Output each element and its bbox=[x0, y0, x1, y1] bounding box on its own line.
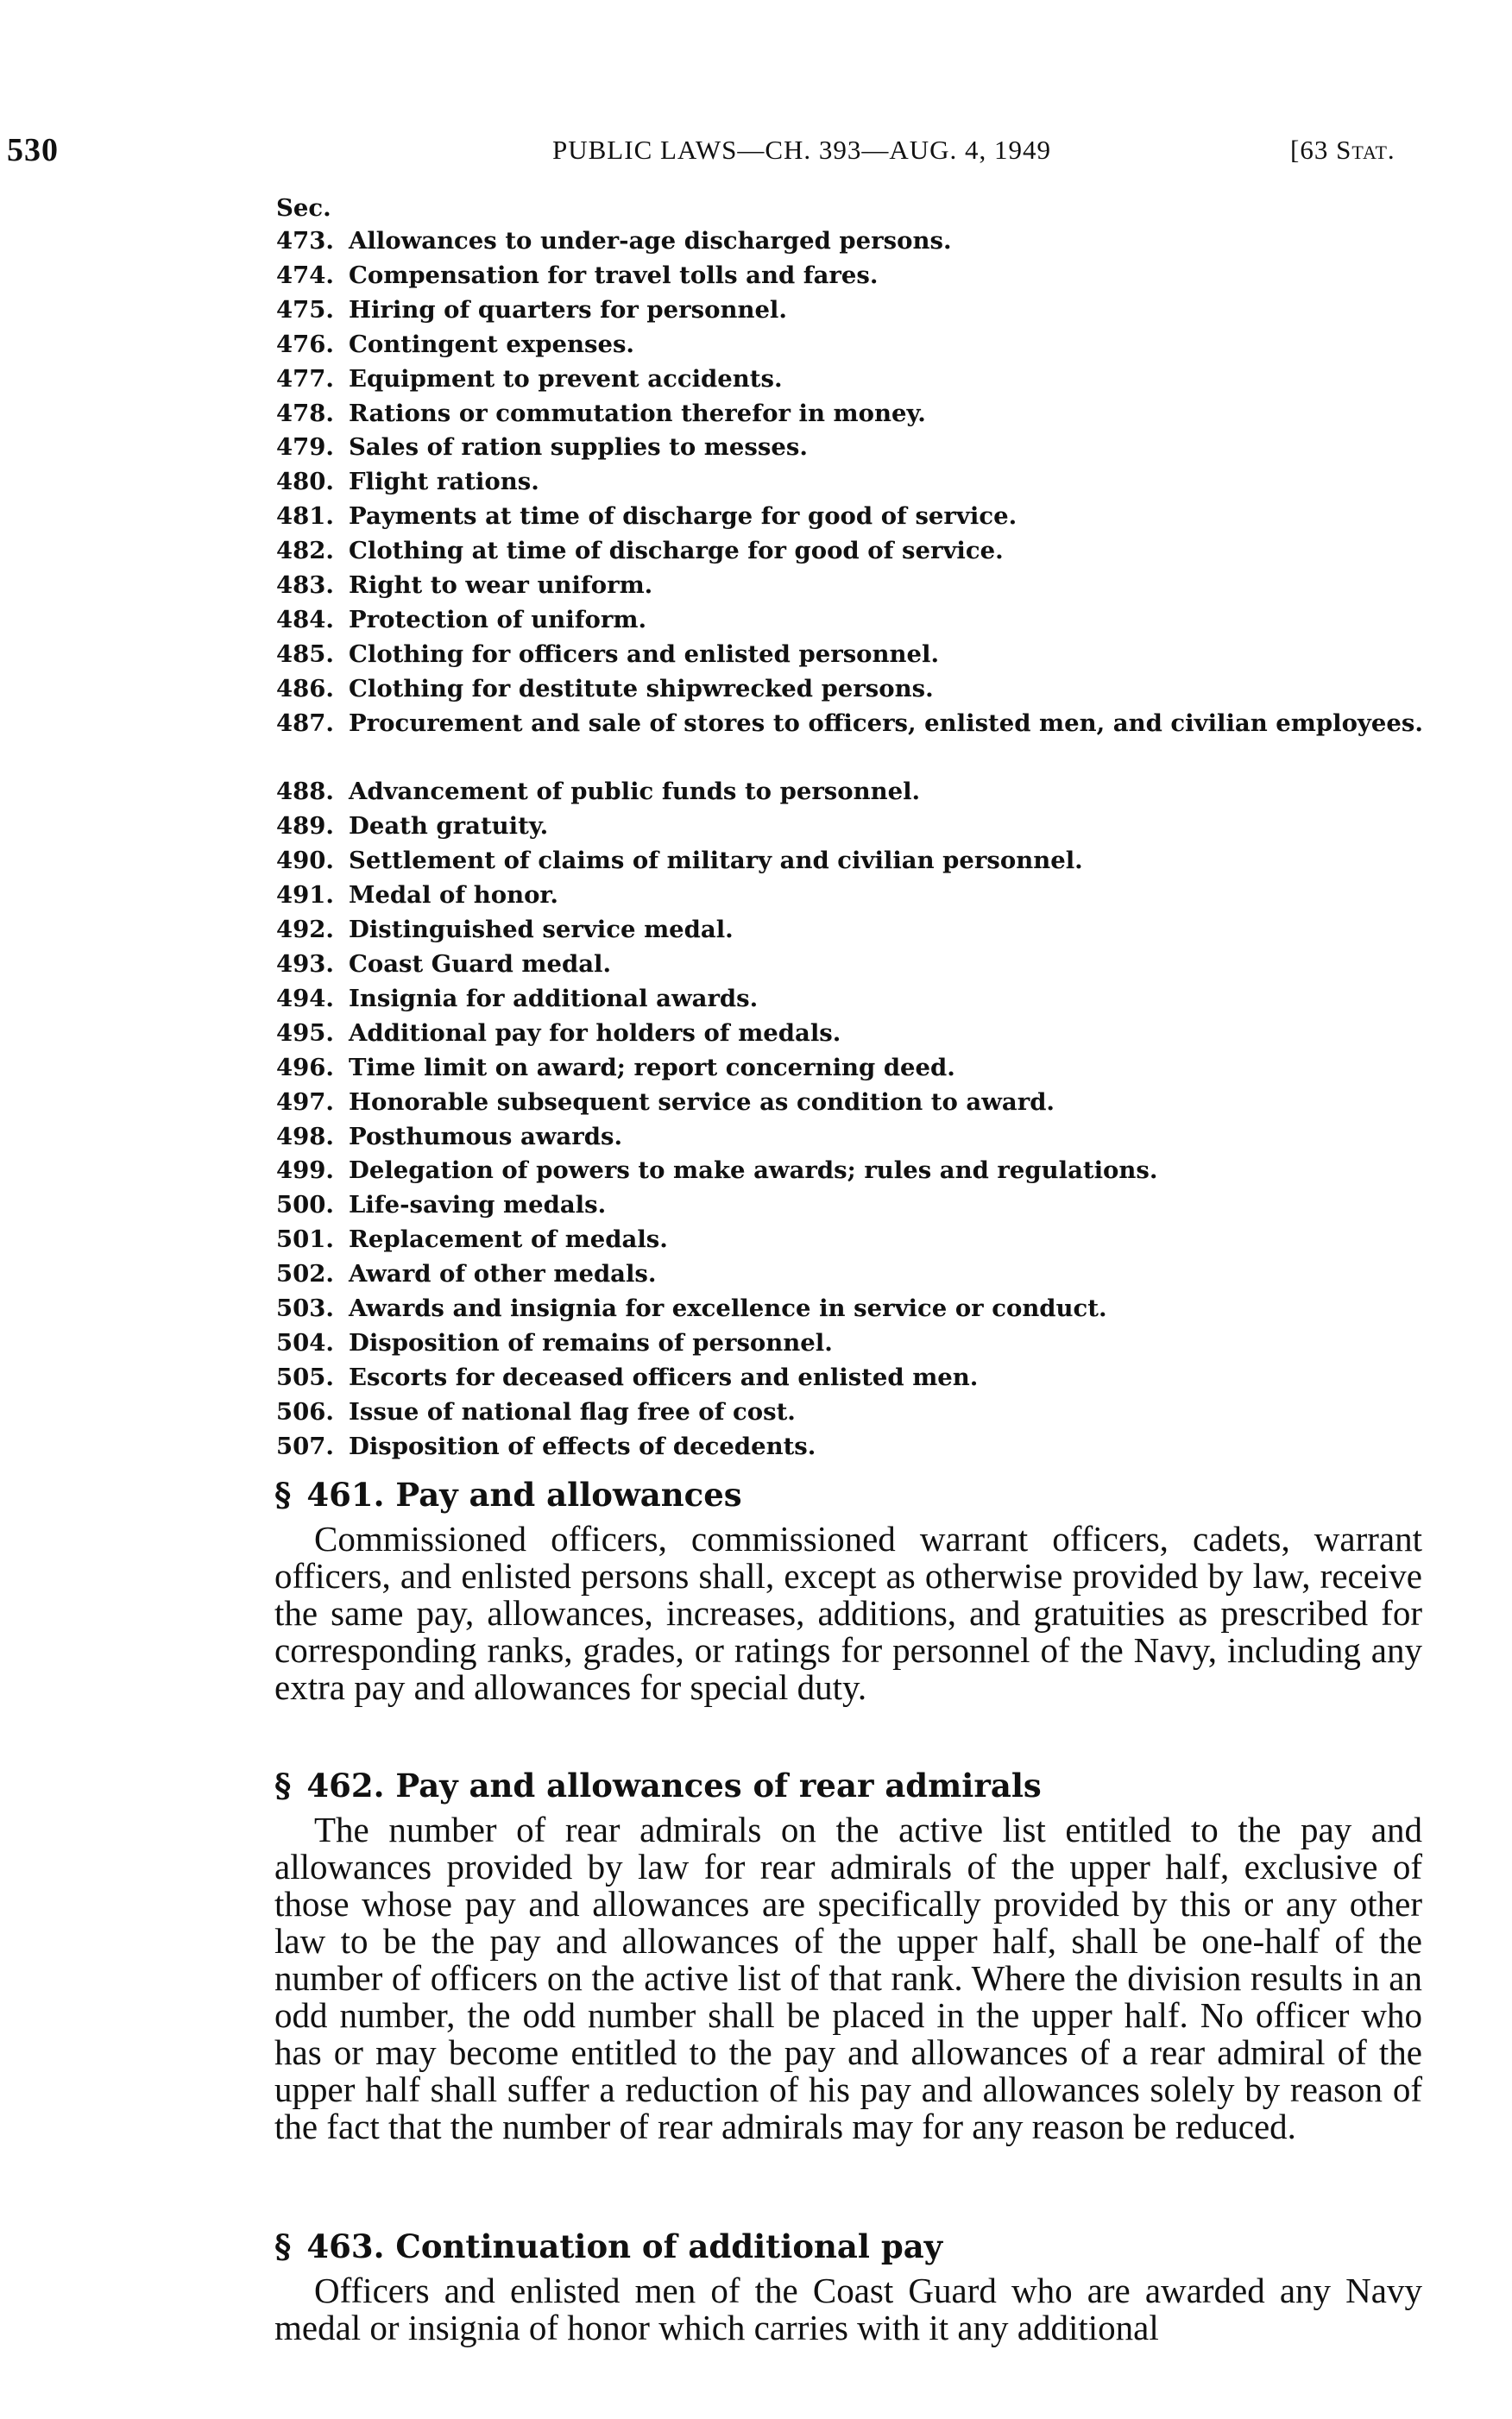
toc-entry bbox=[276, 1430, 1433, 1465]
toc-entry-title: Disposition of remains of personnel. bbox=[349, 1328, 833, 1357]
toc-entry-number: 499. bbox=[276, 1156, 334, 1185]
toc-entry-number: 490. bbox=[276, 847, 334, 875]
toc-entry-title: Escorts for deceased officers and enlisted men. bbox=[349, 1363, 979, 1391]
toc-entry bbox=[276, 1086, 1433, 1120]
toc-entry-number: 492. bbox=[276, 916, 334, 944]
section-body: Officers and enlisted men of the Coast Guard who are awarded any Navy medal or insignia of honor which carries with it any additional bbox=[274, 2271, 1422, 2347]
toc-entry-title: Protection of uniform. bbox=[349, 605, 647, 633]
toc-entry-title: Procurement and sale of stores to officers, enlisted men, and civilian employees. bbox=[349, 709, 1423, 737]
toc-entry bbox=[276, 672, 1433, 707]
toc-entry-title: Death gratuity. bbox=[349, 812, 549, 841]
toc-entry bbox=[276, 1154, 1433, 1188]
toc-entry-title: Hiring of quarters for personnel. bbox=[349, 295, 787, 324]
toc-entry-number: 502. bbox=[276, 1260, 334, 1288]
toc-entry-title: Settlement of claims of military and civilian personnel. bbox=[349, 847, 1083, 875]
toc-entry bbox=[276, 1051, 1433, 1086]
statute-reference-label: Stat. bbox=[1336, 135, 1395, 165]
toc-entry bbox=[276, 707, 1433, 776]
toc-entry-title: Coast Guard medal. bbox=[349, 950, 612, 979]
toc-entry bbox=[276, 809, 1433, 844]
section-title: Pay and allowances of rear admirals bbox=[395, 1767, 1042, 1805]
toc-entry-title: Payments at time of discharge for good of service. bbox=[349, 502, 1017, 531]
toc-entry-title: Compensation for travel tolls and fares. bbox=[349, 261, 879, 289]
toc-entry bbox=[276, 569, 1433, 603]
toc-entry-title: Issue of national flag free of cost. bbox=[349, 1397, 796, 1426]
toc-entry-number: 485. bbox=[276, 639, 334, 668]
toc-entry-number: 507. bbox=[276, 1432, 334, 1460]
toc-entry bbox=[276, 603, 1433, 638]
toc-entry-title: Disposition of effects of decedents. bbox=[349, 1432, 816, 1460]
toc-entry bbox=[276, 1326, 1433, 1361]
section-symbol: § bbox=[274, 1767, 292, 1805]
toc-entry bbox=[276, 775, 1433, 809]
toc-entry bbox=[276, 1188, 1433, 1223]
page-number: 530 bbox=[7, 132, 59, 168]
section-symbol: § bbox=[274, 1476, 292, 1514]
toc-entry-title: Clothing at time of discharge for good of service. bbox=[349, 537, 1004, 565]
toc-entry-number: 476. bbox=[276, 330, 334, 358]
toc-entry-title: Advancement of public funds to personnel. bbox=[349, 778, 921, 806]
toc-entry-title: Right to wear uniform. bbox=[349, 571, 653, 600]
toc-entry-number: 501. bbox=[276, 1225, 334, 1254]
section-symbol: § bbox=[274, 2227, 292, 2265]
toc-entry-number: 483. bbox=[276, 571, 334, 600]
section-number: 461. bbox=[306, 1476, 385, 1514]
running-head: PUBLIC LAWS—CH. 393—AUG. 4, 1949 bbox=[552, 135, 1052, 165]
toc-entry-number: 491. bbox=[276, 881, 334, 910]
toc-entry-number: 493. bbox=[276, 950, 334, 979]
toc-entry-title: Honorable subsequent service as condition to award. bbox=[349, 1087, 1055, 1116]
toc-entry bbox=[276, 293, 1433, 328]
toc-entry-title: Clothing for officers and enlisted personnel. bbox=[349, 639, 940, 668]
toc-entry bbox=[276, 844, 1433, 879]
toc-entry-number: 478. bbox=[276, 399, 334, 427]
section-463 bbox=[274, 2227, 1422, 2347]
toc-entry-number: 489. bbox=[276, 812, 334, 841]
toc-entry-number: 495. bbox=[276, 1018, 334, 1047]
toc-entry bbox=[276, 259, 1433, 293]
section-heading bbox=[274, 2227, 1422, 2265]
toc-entry bbox=[276, 1292, 1433, 1326]
toc-entry-number: 505. bbox=[276, 1363, 334, 1391]
toc-entry-title: Distinguished service medal. bbox=[349, 916, 734, 944]
toc-entry-number: 497. bbox=[276, 1087, 334, 1116]
section-body: Commissioned officers, commissioned warrant officers, cadets, warrant officers, and enlisted persons shall, except as otherwise provided by law, receive the same pay, allowances, increases, additions, and gratuities as prescribed for corresponding ranks, grades, or ratings for personnel of the Navy, including any extra pay and allowances for special duty. bbox=[274, 1519, 1422, 1707]
toc-list bbox=[276, 224, 1433, 1465]
toc-entry bbox=[276, 1120, 1433, 1155]
toc-entry bbox=[276, 362, 1433, 397]
toc-entry bbox=[276, 1257, 1433, 1292]
toc-entry bbox=[276, 982, 1433, 1017]
toc-entry-number: 481. bbox=[276, 502, 334, 531]
toc-entry bbox=[276, 397, 1433, 432]
toc-entry-title: Contingent expenses. bbox=[349, 330, 635, 358]
toc-entry-number: 506. bbox=[276, 1397, 334, 1426]
toc-entry bbox=[276, 638, 1433, 672]
section-body: The number of rear admirals on the active list entitled to the pay and allowances provided by law for rear admirals of the upper half, exclusive of those whose pay and allowances are specifically provided by this or any other law to be the pay and allowances of the upper half, shall be one-half of the number of officers on the active list of that rank. Where the division results in an odd number, the odd number shall be placed in the upper half. No officer who has or may become entitled to the pay and allowances of a rear admiral of the upper half shall suffer a reduction of his pay and allowances solely by reason of the fact that the number of rear admirals may for any reason be reduced. bbox=[274, 1810, 1422, 2146]
toc-entry-number: 496. bbox=[276, 1053, 334, 1081]
toc-entry bbox=[276, 1395, 1433, 1430]
toc-entry-title: Award of other medals. bbox=[349, 1260, 657, 1288]
toc-entry bbox=[276, 1223, 1433, 1257]
toc-entry-title: Sales of ration supplies to messes. bbox=[349, 433, 808, 462]
section-461 bbox=[274, 1476, 1422, 1706]
toc-entry-number: 474. bbox=[276, 261, 334, 289]
toc-entry bbox=[276, 1017, 1433, 1051]
toc-entry-title: Medal of honor. bbox=[349, 881, 558, 910]
toc-entry-number: 494. bbox=[276, 984, 334, 1012]
toc-entry-title: Awards and insignia for excellence in service or conduct. bbox=[349, 1295, 1107, 1323]
section-heading bbox=[274, 1476, 1422, 1514]
toc-entry bbox=[276, 534, 1433, 569]
toc-entry-number: 487. bbox=[276, 709, 334, 737]
toc-entry bbox=[276, 328, 1433, 362]
toc-entry bbox=[276, 465, 1433, 500]
toc-entry-number: 500. bbox=[276, 1191, 334, 1219]
toc-entry-number: 477. bbox=[276, 364, 334, 393]
toc-entry bbox=[276, 500, 1433, 534]
toc-entry-number: 504. bbox=[276, 1328, 334, 1357]
toc-entry-number: 480. bbox=[276, 468, 334, 496]
toc-entry-number: 486. bbox=[276, 674, 334, 702]
toc-entry-number: 503. bbox=[276, 1295, 334, 1323]
toc-entry-number: 475. bbox=[276, 295, 334, 324]
section-table-of-contents bbox=[276, 192, 1433, 1465]
toc-entry-title: Life-saving medals. bbox=[349, 1191, 607, 1219]
toc-entry bbox=[276, 879, 1433, 913]
toc-entry-title: Delegation of powers to make awards; rules and regulations. bbox=[349, 1156, 1158, 1185]
toc-entry-title: Allowances to under-age discharged persons. bbox=[349, 227, 952, 255]
section-number: 462. bbox=[306, 1767, 385, 1805]
toc-entry-title: Replacement of medals. bbox=[349, 1225, 668, 1254]
toc-entry-number: 488. bbox=[276, 778, 334, 806]
section-number: 463. bbox=[306, 2227, 385, 2265]
statute-reference bbox=[1290, 135, 1395, 166]
toc-entry bbox=[276, 913, 1433, 948]
toc-entry-number: 498. bbox=[276, 1122, 334, 1150]
section-title: Continuation of additional pay bbox=[395, 2227, 943, 2265]
section-title: Pay and allowances bbox=[395, 1476, 742, 1514]
toc-entry bbox=[276, 948, 1433, 982]
toc-entry-title: Rations or commutation therefor in money. bbox=[349, 399, 926, 427]
toc-entry bbox=[276, 224, 1433, 259]
toc-heading: Sec. bbox=[276, 194, 331, 222]
toc-entry-title: Clothing for destitute shipwrecked persons. bbox=[349, 674, 934, 702]
section-heading bbox=[274, 1767, 1422, 1805]
toc-entry-title: Equipment to prevent accidents. bbox=[349, 364, 783, 393]
toc-entry-number: 482. bbox=[276, 537, 334, 565]
toc-entry-title: Time limit on award; report concerning deed. bbox=[349, 1053, 955, 1081]
page-header bbox=[0, 131, 1512, 174]
section-462 bbox=[274, 1767, 1422, 2145]
toc-entry bbox=[276, 1361, 1433, 1395]
toc-entry-title: Flight rations. bbox=[349, 468, 539, 496]
statute-reference-prefix: [63 bbox=[1290, 135, 1337, 165]
toc-entry-number: 479. bbox=[276, 433, 334, 462]
toc-entry bbox=[276, 431, 1433, 465]
toc-entry-number: 484. bbox=[276, 605, 334, 633]
toc-entry-title: Posthumous awards. bbox=[349, 1122, 623, 1150]
toc-entry-title: Insignia for additional awards. bbox=[349, 984, 759, 1012]
toc-entry-title: Additional pay for holders of medals. bbox=[349, 1018, 841, 1047]
toc-entry-number: 473. bbox=[276, 227, 334, 255]
